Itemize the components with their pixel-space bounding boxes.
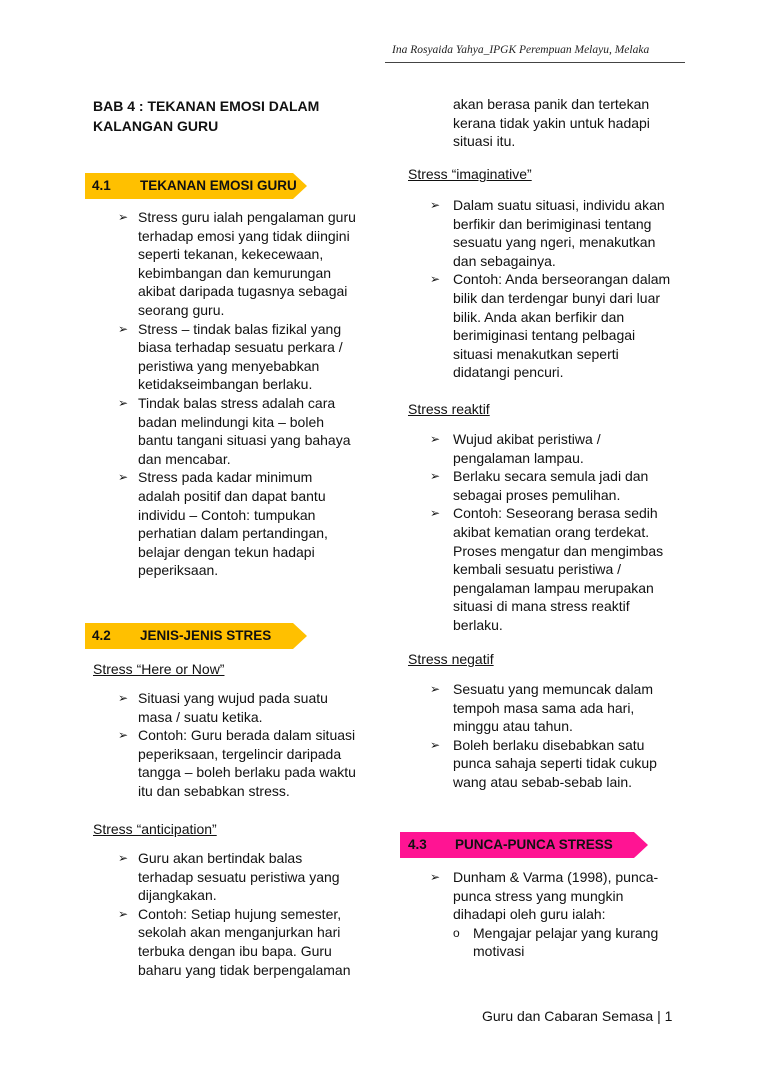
arrow-bullet-icon: ➢ [118,906,129,921]
list-item-text: baharu yang tidak berpengalaman [138,961,351,978]
list-item-text: Dalam suatu situasi, individu akan [453,197,665,213]
section-number: 4.2 [92,628,111,643]
section-label: TEKANAN EMOSI GURU [140,178,297,193]
arrow-bullet-icon: ➢ [430,198,441,212]
list-item-text: Wujud akibat peristiwa / [453,431,601,447]
list-item-text: Stress – tindak balas fizikal yang [138,320,342,337]
arrow-bullet-icon: ➢ [430,432,441,446]
subheading-imaginative: Stress “imaginative” [408,166,532,182]
list-item-text: situasi menakutkan seperti [453,345,619,362]
list-item-text: perhatian dalam pertandingan, [138,525,328,542]
section-heading-4-1 [85,173,307,199]
list-item-text: berimiginasi tentang pelbagai [453,327,636,344]
list-item-text: Contoh: Anda berseorangan dalam [453,271,671,288]
list-item-text: adalah positif dan dapat bantu [138,488,326,504]
list-item-text: itu dan sebabkan stress. [138,783,290,799]
list-item-text: terhadap emosi yang tidak diingini [138,227,350,244]
arrow-bullet-icon: ➢ [118,210,129,224]
text-line: situasi itu. [453,133,516,150]
list-item-text: didatangi pencuri. [453,364,564,381]
list-item-text: akibat kematian orang terdekat. [453,524,650,540]
subheading-negatif: Stress negatif [408,651,494,667]
list-item-text: Contoh: Seseorang berasa sedih [453,505,658,522]
list-item-text: sekolah akan menganjurkan hari [138,924,341,941]
list-item-text: dijangkakan. [138,887,217,904]
section-label: JENIS-JENIS STRES [140,628,272,643]
list-item-text: seperti tekanan, kekecewaan, [138,246,324,263]
subheading-here-now: Stress “Here or Now” [93,661,225,677]
list-item-text: Stress guru ialah pengalaman guru [138,209,356,225]
list-item-text: minggu atau tahun. [453,718,573,735]
header-text: Ina Rosyaida Yahya_IPGK Perempuan Melayu, Melaka [392,44,650,56]
arrow-bullet-icon: ➢ [430,870,441,884]
section-label: PUNCA-PUNCA STRESS [455,837,613,852]
list-item-text: Sesuatu yang memuncak dalam [453,681,653,697]
list-item-text: biasa terhadap sesuatu perkara / [138,339,343,356]
arrow-bullet-icon: ➢ [430,272,441,287]
circle-bullet-icon: o [453,925,460,940]
list-item-text: belajar dengan tekun hadapi [138,543,315,560]
section-number: 4.1 [92,178,111,193]
text-line: akan berasa panik dan tertekan [453,96,650,112]
page-footer: Guru dan Cabaran Semasa | 1 [482,1008,673,1024]
arrow-bullet-icon: ➢ [430,469,441,484]
chapter-title-line: KALANGAN GURU [93,118,219,134]
list-item-text: akibat daripada tugasnya sebagai [138,283,348,300]
list-item-text: Stress pada kadar minimum [138,469,313,486]
chapter-title [93,96,353,136]
sub-list-item-text: Mengajar pelajar yang kurang [473,924,659,941]
list-item-text: Boleh berlaku disebabkan satu [453,736,645,753]
arrow-bullet-icon: ➢ [118,851,129,865]
arrow-bullet-icon: ➢ [430,682,441,696]
list-item-text: peristiwa yang menyebabkan [138,357,320,374]
subheading-anticipation: Stress “anticipation” [93,821,217,837]
list-item-text: bilik. Anda akan berfikir dan [453,308,625,325]
list-item-text: sesuatu yang ngeri, menakutkan [453,234,656,251]
list-item-text: sebagai proses pemulihan. [453,486,621,503]
list-item-text: punca sahaja seperti tidak cukup [453,755,657,772]
list-item-text: berfikir dan berimiginasi tentang [453,215,652,232]
list-item-text: Situasi yang wujud pada suatu [138,690,328,706]
arrow-bullet-icon: ➢ [118,470,129,485]
arrow-bullet-icon: ➢ [430,737,441,752]
sub-list-item-text: motivasi [473,943,525,960]
section-number: 4.3 [408,837,427,852]
arrow-bullet-icon: ➢ [430,506,441,521]
list-item-text: Dunham & Varma (1998), punca- [453,869,659,885]
list-item-text: pengalaman lampau. [453,449,584,466]
list-item-text: bilik dan terdengar bunyi dari luar [453,290,661,306]
arrow-bullet-icon: ➢ [118,728,129,743]
list-item-text: peperiksaan. [138,562,219,579]
list-item-text: terbuka dengan ibu bapa. Guru [138,943,332,959]
subheading-reaktif: Stress reaktif [408,401,490,417]
section-heading-4-2 [85,623,307,649]
list-item-text: individu – Contoh: tumpukan [138,506,316,523]
list-item-text: Berlaku secara semula jadi dan [453,468,649,485]
text-line: kerana tidak yakin untuk hadapi [453,114,650,131]
list-item-text: kembali sesuatu peristiwa / [453,561,622,578]
list-item-text: tempoh masa sama ada hari, [453,699,635,716]
list-item-text: tangga – boleh berlaku pada waktu [138,764,356,781]
header-rule [385,62,685,63]
continuation-text [453,95,650,151]
list-item-text: berlaku. [453,617,503,633]
chapter-title-line: BAB 4 : TEKANAN EMOSI DALAM [93,98,320,114]
list-item-text: Tindak balas stress adalah cara [138,395,336,411]
list-item-text: bantu tangani situasi yang bahaya [138,432,351,449]
list-item-text: Contoh: Setiap hujung semester, [138,905,342,922]
list-item-text: Proses mengatur dan mengimbas [453,542,664,559]
list-item-text: dan sebagainya. [453,252,556,269]
arrow-bullet-icon: ➢ [118,396,129,410]
section-heading-4-3 [400,832,648,858]
list-item-text: punca stress yang mungkin [453,887,624,904]
arrow-bullet-icon: ➢ [118,691,129,705]
list-item-text: seorang guru. [138,302,225,318]
list-item-text: badan melindungi kita – boleh [138,413,325,430]
list-item-text: situasi di mana stress reaktif [453,598,630,615]
list-item-text: pengalaman lampau merupakan [453,579,654,596]
list-item-text: dan mencabar. [138,450,231,467]
list-item-text: Contoh: Guru berada dalam situasi [138,727,356,744]
list-item-text: dihadapi oleh guru ialah: [453,906,606,923]
list-item-text: Guru akan bertindak balas [138,850,303,866]
list-item-text: terhadap sesuatu peristiwa yang [138,868,340,885]
list-item-text: peperiksaan, tergelincir daripada [138,745,342,762]
arrow-bullet-icon: ➢ [118,321,129,336]
list-item-text: kebimbangan dan kemurungan [138,264,332,281]
list-item-text: ketidakseimbangan berlaku. [138,376,313,393]
list-item-text: wang atau sebab-sebab lain. [453,774,633,790]
list-item-text: masa / suatu ketika. [138,708,263,725]
